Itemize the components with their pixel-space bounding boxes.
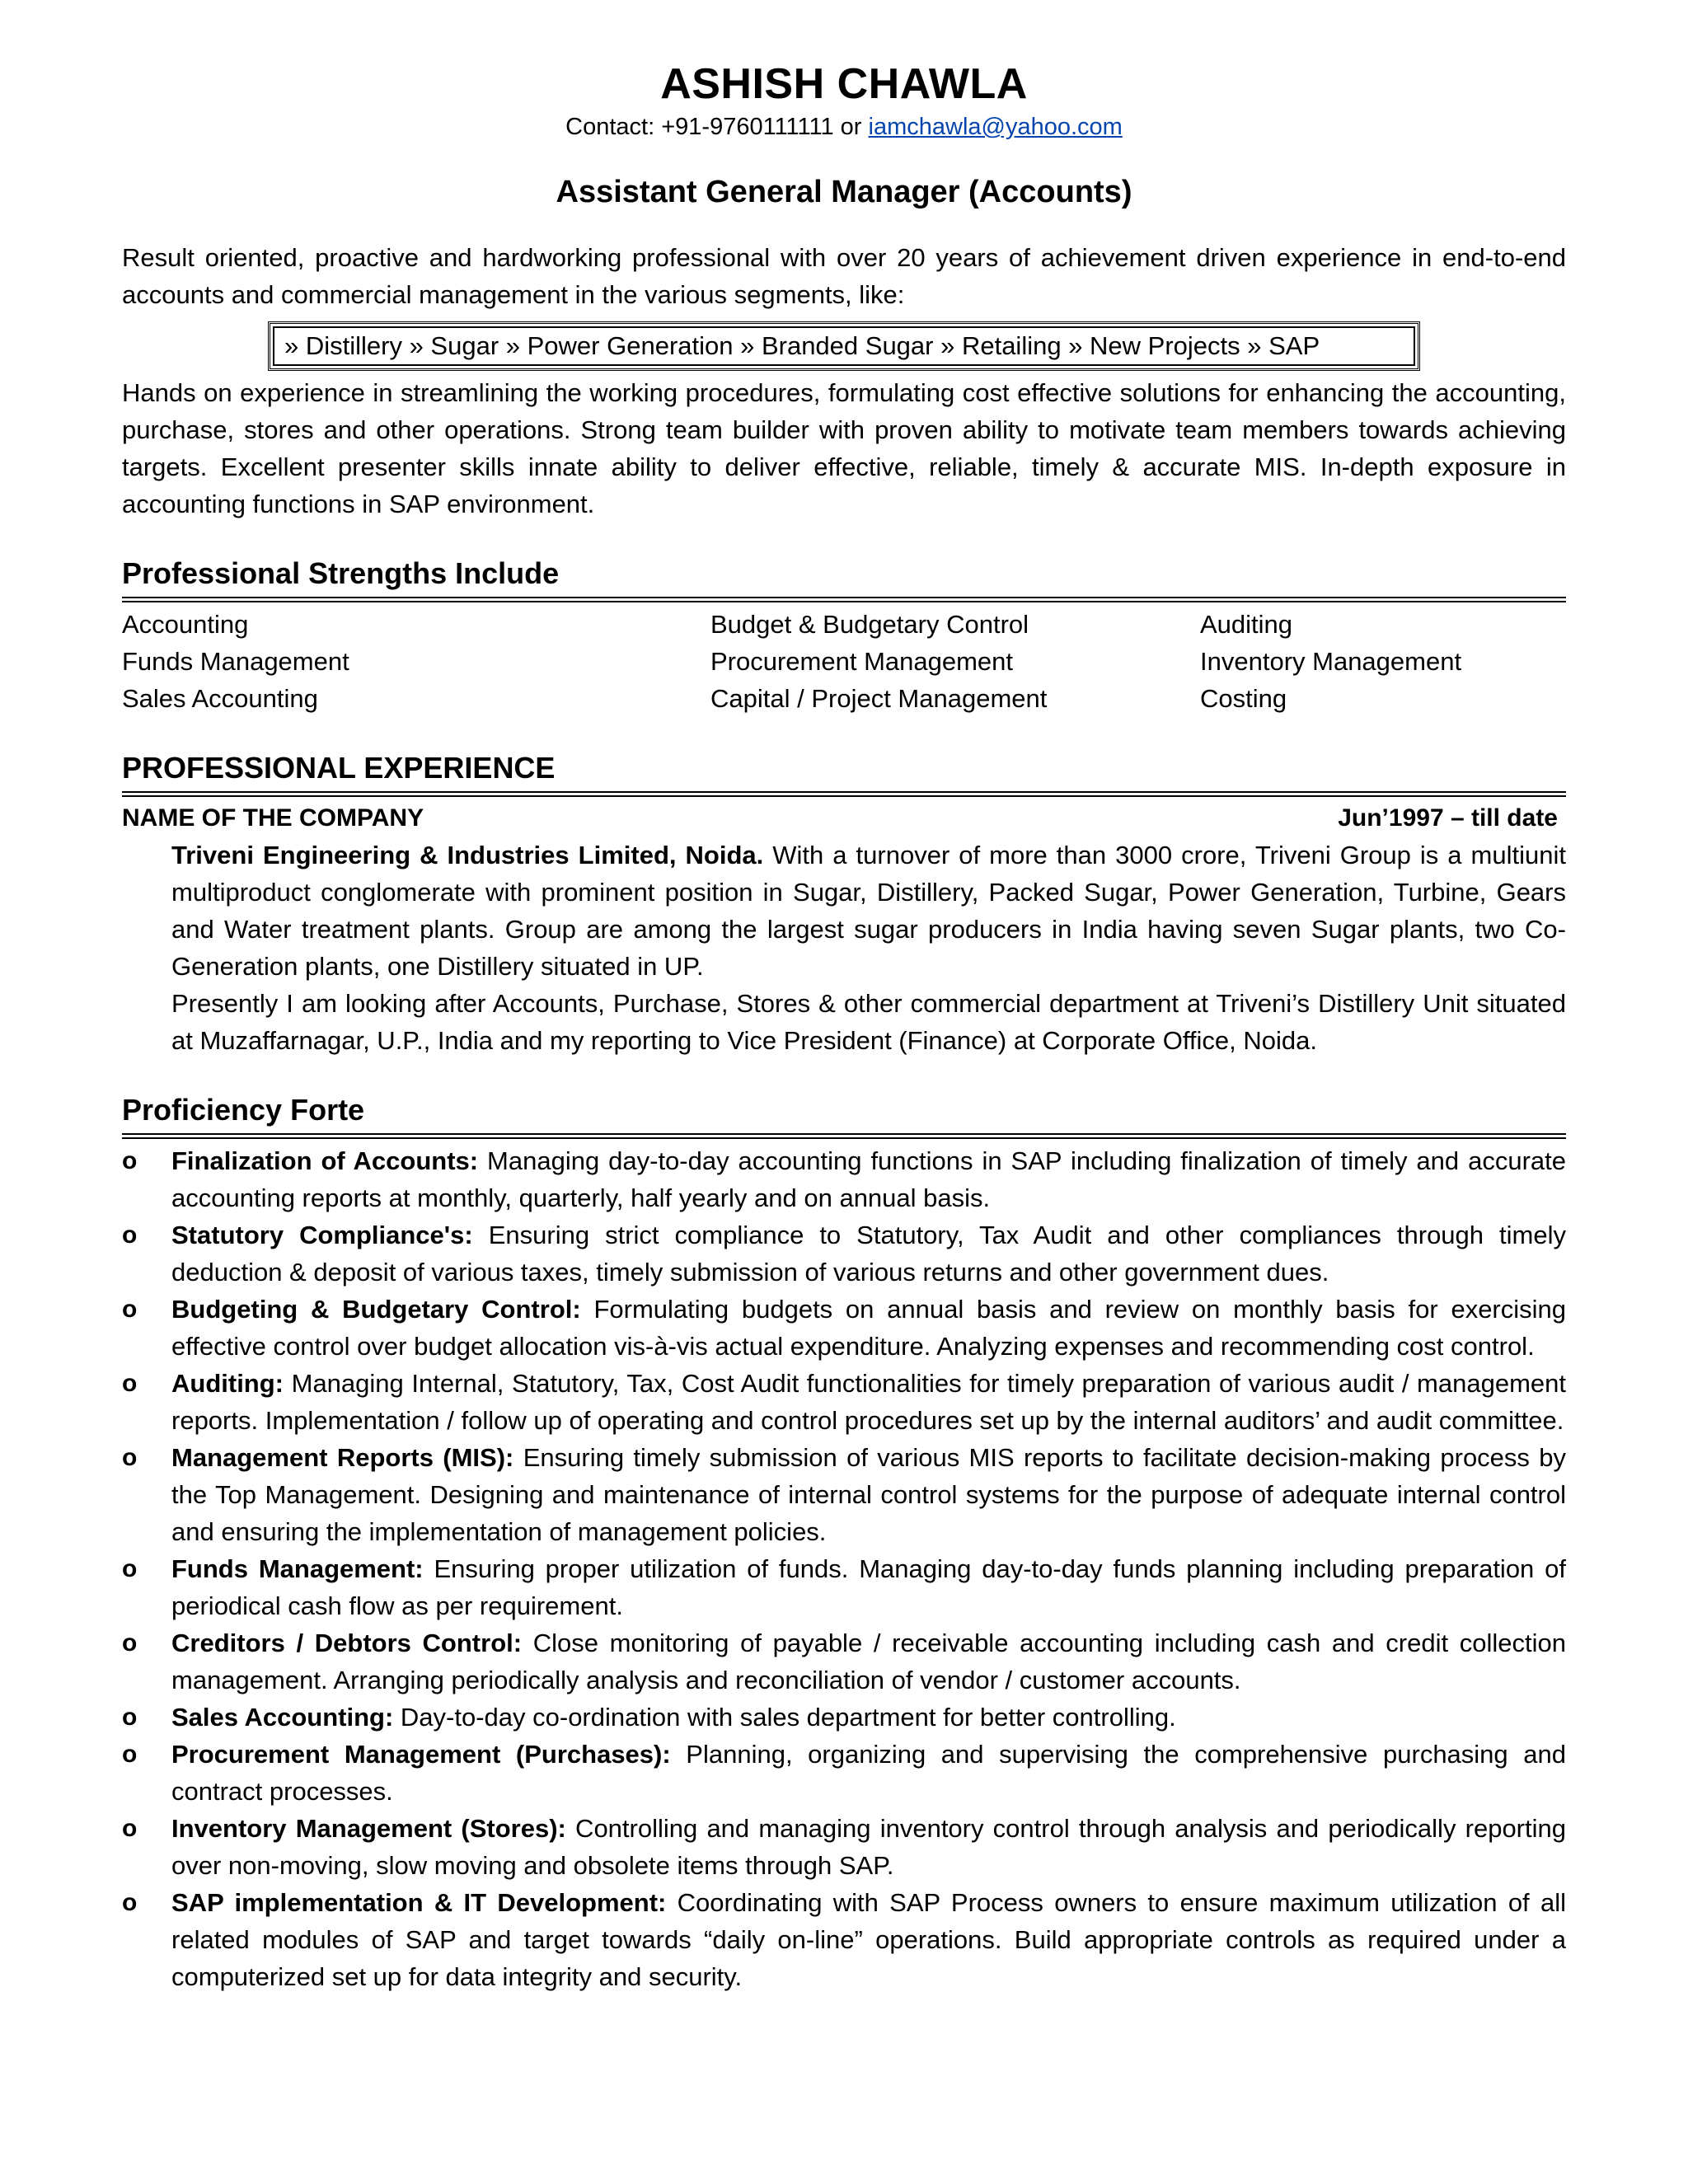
list-item [122,1365,1566,1439]
experience-heading: PROFESSIONAL EXPERIENCE [122,750,1566,797]
bullet-marker: o [122,1555,138,1582]
bullet-marker: o [122,1741,138,1768]
list-item [122,1884,1566,1995]
strength-item: Inventory Management [1200,647,1462,676]
segments-box [268,321,1420,371]
item-text: Formulating budgets on annual basis and review on monthly basis for exercising effective control over budget allocation vis-à-vis actual expenditure. Analyzing expenses and recommending cost control. [171,1295,1567,1361]
contact-phone: Contact: +91-9760111111 or [565,114,869,140]
strengths-grid [122,606,1566,717]
segments-list: » Distillery » Sugar » Power Generation » Branded Sugar » Retailing » New Projects » SAP [273,326,1415,366]
item-text: Day-to-day co-ordination with sales department for better controlling. [393,1703,1176,1732]
company-name: Triveni Engineering & Industries Limited, Noida. [171,841,764,869]
bullet-marker: o [122,1815,138,1842]
company-summary: With a turnover of more than 3000 crore, Triveni Group is a multiunit multiproduct conglomerate with prominent position in Sugar, Distillery, Packed Sugar, Power Generation, Turbine, Gears and Water treatment plants. Group are among the largest sugar producers in India having seven Sugar plants, two Co-Generation plants, one Distillery situated in UP. [171,841,1566,981]
item-text: Coordinating with SAP Process owners to ensure maximum utilization of all related modules of SAP and target towards “daily on-line” operations. Build appropriate controls as required under a computerized set up for data integrity and security. [171,1888,1566,1991]
company-label: NAME OF THE COMPANY [122,804,424,832]
list-item [122,1699,1566,1736]
proficiency-list [122,1142,1566,1995]
list-item [122,1216,1566,1291]
list-item [122,1291,1566,1365]
item-heading: Creditors / Debtors Control: [171,1629,523,1657]
proficiency-heading: Proficiency Forte [122,1092,1566,1139]
email-link[interactable]: iamchawla@yahoo.com [868,114,1123,140]
list-item [122,1624,1566,1699]
list-item [122,1550,1566,1624]
list-item [122,1439,1566,1550]
item-text: Controlling and managing inventory control through analysis and periodically reporting over non-moving, slow moving and obsolete items through SAP. [171,1814,1566,1880]
summary-details: Hands on experience in streamlining the working procedures, formulating cost effective solutions for enhancing the accounting, purchase, stores and other operations. Strong team builder with proven ability to motivate team members towards achieving targets. Excellent presenter skills innate ability to deliver effective, reliable, timely & accurate MIS. In-depth exposure in accounting functions in SAP environment. [122,378,1566,518]
item-heading: Procurement Management (Purchases): [171,1740,671,1769]
company-description [171,837,1566,985]
bullet-marker: o [122,1221,138,1249]
bullet-marker: o [122,1370,138,1397]
strength-item: Funds Management [122,647,349,676]
bullet-marker: o [122,1296,138,1323]
strength-item: Accounting [122,610,249,639]
summary-intro: Result oriented, proactive and hardworking professional with over 20 years of achievement driven experience in end-to-end accounts and commercial management in the various segments, like: [122,243,1566,309]
strength-item: Auditing [1200,610,1293,639]
list-item [122,1810,1566,1884]
item-text: Close monitoring of payable / receivable accounting including cash and credit collection management. Arranging periodically analysis and reconciliation of vendor / customer accounts. [171,1629,1567,1694]
item-heading: Funds Management: [171,1554,424,1583]
bullet-marker: o [122,1889,138,1916]
item-heading: SAP implementation & IT Development: [171,1888,667,1917]
bullet-marker: o [122,1147,138,1174]
strength-item: Sales Accounting [122,684,318,713]
strength-item: Costing [1200,684,1287,713]
list-item [122,1736,1566,1810]
item-heading: Statutory Compliance's: [171,1221,473,1249]
candidate-name: ASHISH CHAWLA [660,60,1028,108]
bullet-marker: o [122,1444,138,1471]
item-text: Planning, organizing and supervising the comprehensive purchasing and contract processes. [171,1740,1566,1806]
bullet-marker: o [122,1704,138,1731]
item-heading: Finalization of Accounts: [171,1146,479,1175]
item-heading: Inventory Management (Stores): [171,1814,566,1843]
bullet-marker: o [122,1629,138,1657]
item-heading: Auditing: [171,1369,284,1398]
job-title: Assistant General Manager (Accounts) [556,175,1132,209]
current-role-description: Presently I am looking after Accounts, Purchase, Stores & other commercial department at Triveni’s Distillery Unit situated at Muzaffarnagar, U.P., India and my reporting to Vice President (Finance) at Corporate Office, Noida. [171,989,1566,1055]
strength-item: Budget & Budgetary Control [710,610,1029,639]
experience-body [171,837,1566,1059]
item-heading: Budgeting & Budgetary Control: [171,1295,581,1324]
item-text: Ensuring timely submission of various MIS reports to facilitate decision-making process by the Top Management. Designing and maintenance of internal control systems for the purpose of adequate internal control and ensuring the implementation of management policies. [171,1443,1567,1546]
item-text: Managing day-to-day accounting functions in SAP including finalization of timely and accurate accounting reports at monthly, quarterly, half yearly and on annual basis. [171,1146,1566,1212]
item-text: Ensuring strict compliance to Statutory, Tax Audit and other compliances through timely deduction & deposit of various taxes, timely submission of various returns and other government dues. [171,1221,1566,1286]
item-heading: Sales Accounting: [171,1703,394,1732]
item-text: Ensuring proper utilization of funds. Managing day-to-day funds planning including preparation of periodical cash flow as per requirement. [171,1554,1566,1620]
strength-item: Capital / Project Management [710,684,1048,713]
item-text: Managing Internal, Statutory, Tax, Cost Audit functionalities for timely preparation of various audit / management reports. Implementation / follow up of operating and control procedures set up by the internal auditors’ and audit committee. [171,1369,1566,1435]
strengths-heading: Professional Strengths Include [122,555,1566,602]
employment-period: Jun’1997 – till date [1338,804,1558,832]
contact-line [122,112,1566,142]
experience-header-row [122,800,1566,837]
list-item [122,1142,1566,1216]
strength-item: Procurement Management [710,647,1014,676]
item-heading: Management Reports (MIS): [171,1443,514,1472]
